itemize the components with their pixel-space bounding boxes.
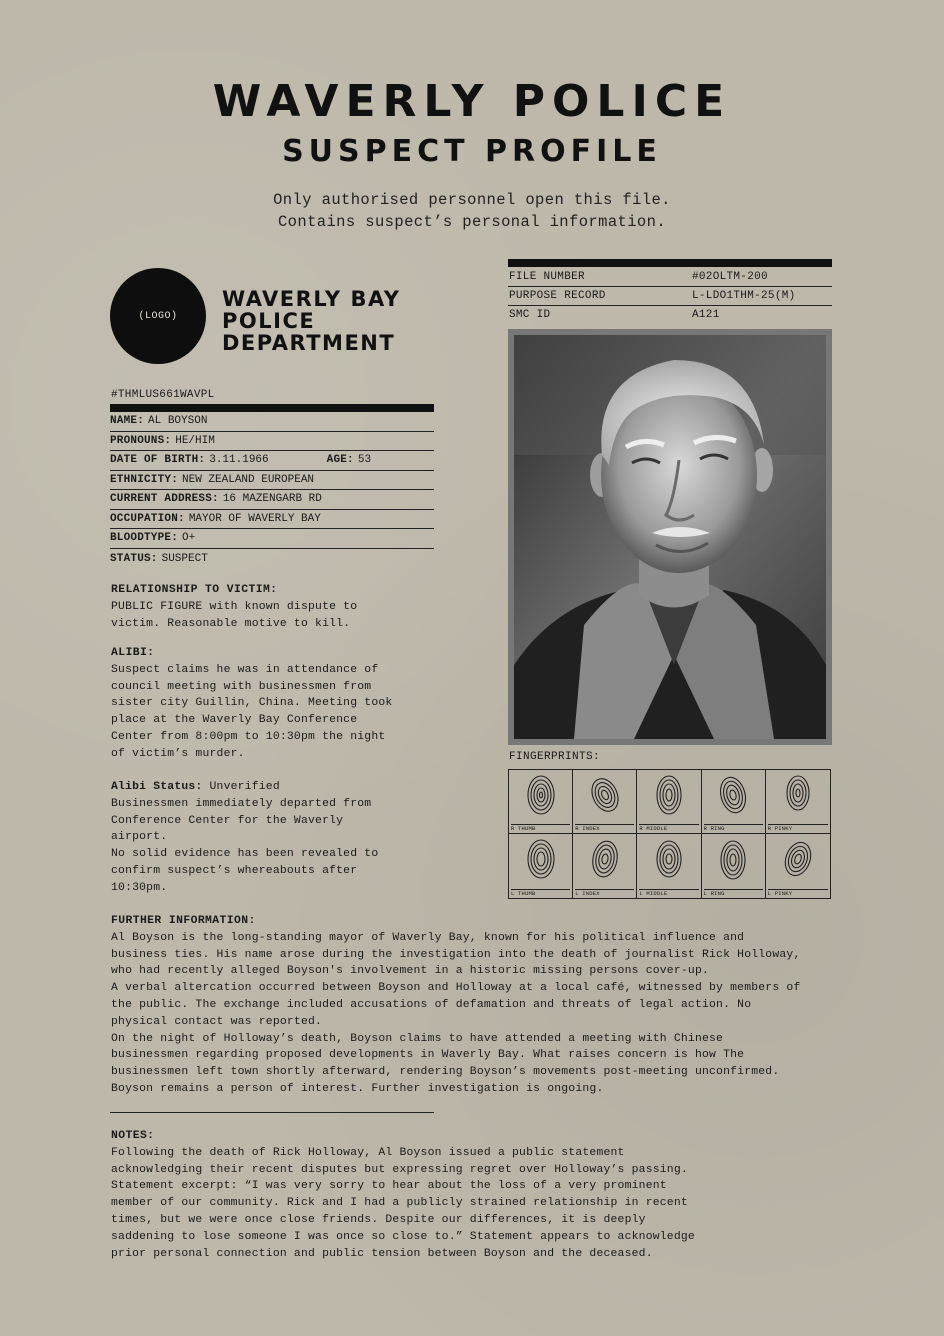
intro-line-2: Contains suspect’s personal information. [277,213,667,231]
fingerprint-label: L RING [704,889,763,898]
field-status [110,550,434,569]
file-row-smc [508,306,832,324]
fingerprint-cell [637,834,701,898]
field-value: 3.11.1966 [209,454,269,467]
field-pronouns [110,432,434,452]
further-information-section [111,913,841,1098]
file-table-bar [508,259,832,267]
department-logo [110,268,206,364]
fingerprint-cell [509,770,573,834]
fingerprint-icon [783,838,813,880]
alibi-status-value: Unverified [209,781,280,793]
fingerprint-cell [702,834,766,898]
fingerprint-label: R PINKY [768,824,828,833]
fingerprint-icon [783,774,813,816]
field-occupation [110,510,434,530]
field-value: 16 MAZENGARB RD [222,493,322,506]
file-value: #02OLTM-200 [692,271,768,283]
department-name-line-3: DEPARTMENT [222,331,396,355]
field-label: BLOODTYPE: [110,532,179,545]
fingerprint-cell [766,834,830,898]
alibi-status-line [111,779,441,796]
fingerprints-label: FINGERPRINTS: [509,751,601,763]
file-info-table [508,268,832,324]
field-ethnicity [110,471,434,491]
fingerprint-label: L INDEX [575,889,634,898]
alibi-section [111,645,431,763]
fingerprint-cell [766,770,830,834]
section-text: Following the death of Rick Holloway, Al Boyson issued a public statement acknowledging their recent disputes but expressing regret over Holloway’s passing. Statement excerpt: “I was very sorry to hear about the loss of a very prominent member of our community. Rick and I had a publicly strained relationship in recent times, but we were once close friends. Despite our differences, it is deeply saddening to lose someone I was once so close to.” Statement appears to acknowledge prior personal connection and public tension between Boyson and the deceased. [111,1146,695,1260]
file-key: PURPOSE RECORD [509,290,606,302]
fingerprint-label: R INDEX [575,824,634,833]
file-row-purpose [508,287,832,306]
fingerprint-icon [526,774,556,816]
fingerprint-icon [526,838,556,880]
page-subtitle: SUSPECT PROFILE [282,134,662,169]
section-text: PUBLIC FIGURE with known dispute to victim. Reasonable motive to kill. [111,600,358,630]
section-text: Businessmen immediately departed from Conference Center for the Waverly airport. No solid evidence has been revealed to confirm suspect’s whereabouts after 10:30pm. [111,797,379,894]
fingerprint-grid [508,769,831,899]
field-value: O+ [182,532,196,545]
fingerprint-label: R RING [704,824,763,833]
file-row-number [508,268,832,287]
logo-placeholder-text: (LOGO) [138,310,178,322]
file-value: A121 [692,309,720,321]
field-dob [110,451,434,471]
field-name [110,412,434,432]
field-value: MAYOR OF WAVERLY BAY [188,512,321,525]
fingerprint-label: R THUMB [511,824,570,833]
field-label-age: AGE: [326,454,354,467]
suspect-portrait-image [514,335,826,739]
department-name-line-2: POLICE [222,309,316,333]
suspect-details [110,412,434,568]
alibi-status-label: Alibi Status: [111,781,203,793]
section-text: Al Boyson is the long-standing mayor of Waverly Bay, known for his political influence and business ties. His name arose during the investigation into the death of journalist Rick Holloway, who had recently alleged Boyson's involvement in a historic missing persons cover-up. A verbal altercation occurred between Boyson and Holloway at a local café, witnessed by members of the public. The exchange included accusations of defamation and threats of legal action. No physical contact was reported. On the night of Holloway’s death, Boyson claims to have attended a meeting with Chinese businessmen regarding proposed developments in Waverly Bay. What raises concern is how The businessmen left town shortly afterward, rendering Boyson’s movements post-meeting unconfirmed. Boyson remains a person of interest. Further investigation is ongoing. [111,931,801,1095]
field-value: HE/HIM [175,434,215,447]
section-heading: RELATIONSHIP TO VICTIM: [111,584,278,596]
file-value: L-LDO1THM-25(M) [692,290,796,302]
intro-line-1: Only authorised personnel open this file. [273,191,671,209]
section-heading: FURTHER INFORMATION: [111,915,256,927]
fingerprint-cell [509,834,573,898]
notes-section [111,1128,751,1262]
fingerprint-label: R MIDDLE [639,824,698,833]
field-label: CURRENT ADDRESS: [110,493,219,506]
field-label: DATE OF BIRTH: [110,454,206,467]
file-key: SMC ID [509,309,551,321]
fingerprint-label: L THUMB [511,889,570,898]
fingerprint-icon [590,774,620,816]
fingerprint-cell [573,770,637,834]
section-divider-bar [110,404,434,412]
section-heading: ALIBI: [111,647,155,659]
section-text: Suspect claims he was in attendance of council meeting with businessmen from sister city Guillin, China. Meeting took place at the Waverly Bay Conference Center from 8:00pm to 10:30pm the night of victim’s murder. [111,663,393,760]
field-value: AL BOYSON [148,415,208,428]
fingerprint-label: L MIDDLE [639,889,698,898]
field-value: SUSPECT [161,552,208,565]
suspect-photo [508,329,832,745]
field-label: PRONOUNS: [110,434,172,447]
field-label: NAME: [110,415,145,428]
fingerprint-icon [654,838,684,880]
field-label: ETHNICITY: [110,473,179,486]
fingerprint-icon [590,838,620,880]
fingerprint-label: L PINKY [768,889,828,898]
field-address [110,490,434,510]
fingerprint-cell [573,834,637,898]
fingerprint-icon [718,838,748,880]
alibi-status-section [111,779,441,897]
field-label: OCCUPATION: [110,512,185,525]
notes-divider [110,1112,434,1113]
file-key: FILE NUMBER [509,271,585,283]
fingerprint-cell [637,770,701,834]
fingerprint-icon [654,774,684,816]
field-label: STATUS: [110,552,158,565]
field-value-age: 53 [357,454,372,467]
department-code: #THMLUS661WAVPL [111,389,215,401]
section-heading: NOTES: [111,1130,155,1142]
department-name-line-1: WAVERLY BAY [222,287,401,311]
page-title: WAVERLY POLICE [212,76,732,127]
field-value: NEW ZEALAND EUROPEAN [182,473,315,486]
field-bloodtype [110,529,434,549]
fingerprint-icon [718,774,748,816]
department-name [222,288,400,354]
fingerprint-cell [702,770,766,834]
relationship-section [111,582,431,632]
